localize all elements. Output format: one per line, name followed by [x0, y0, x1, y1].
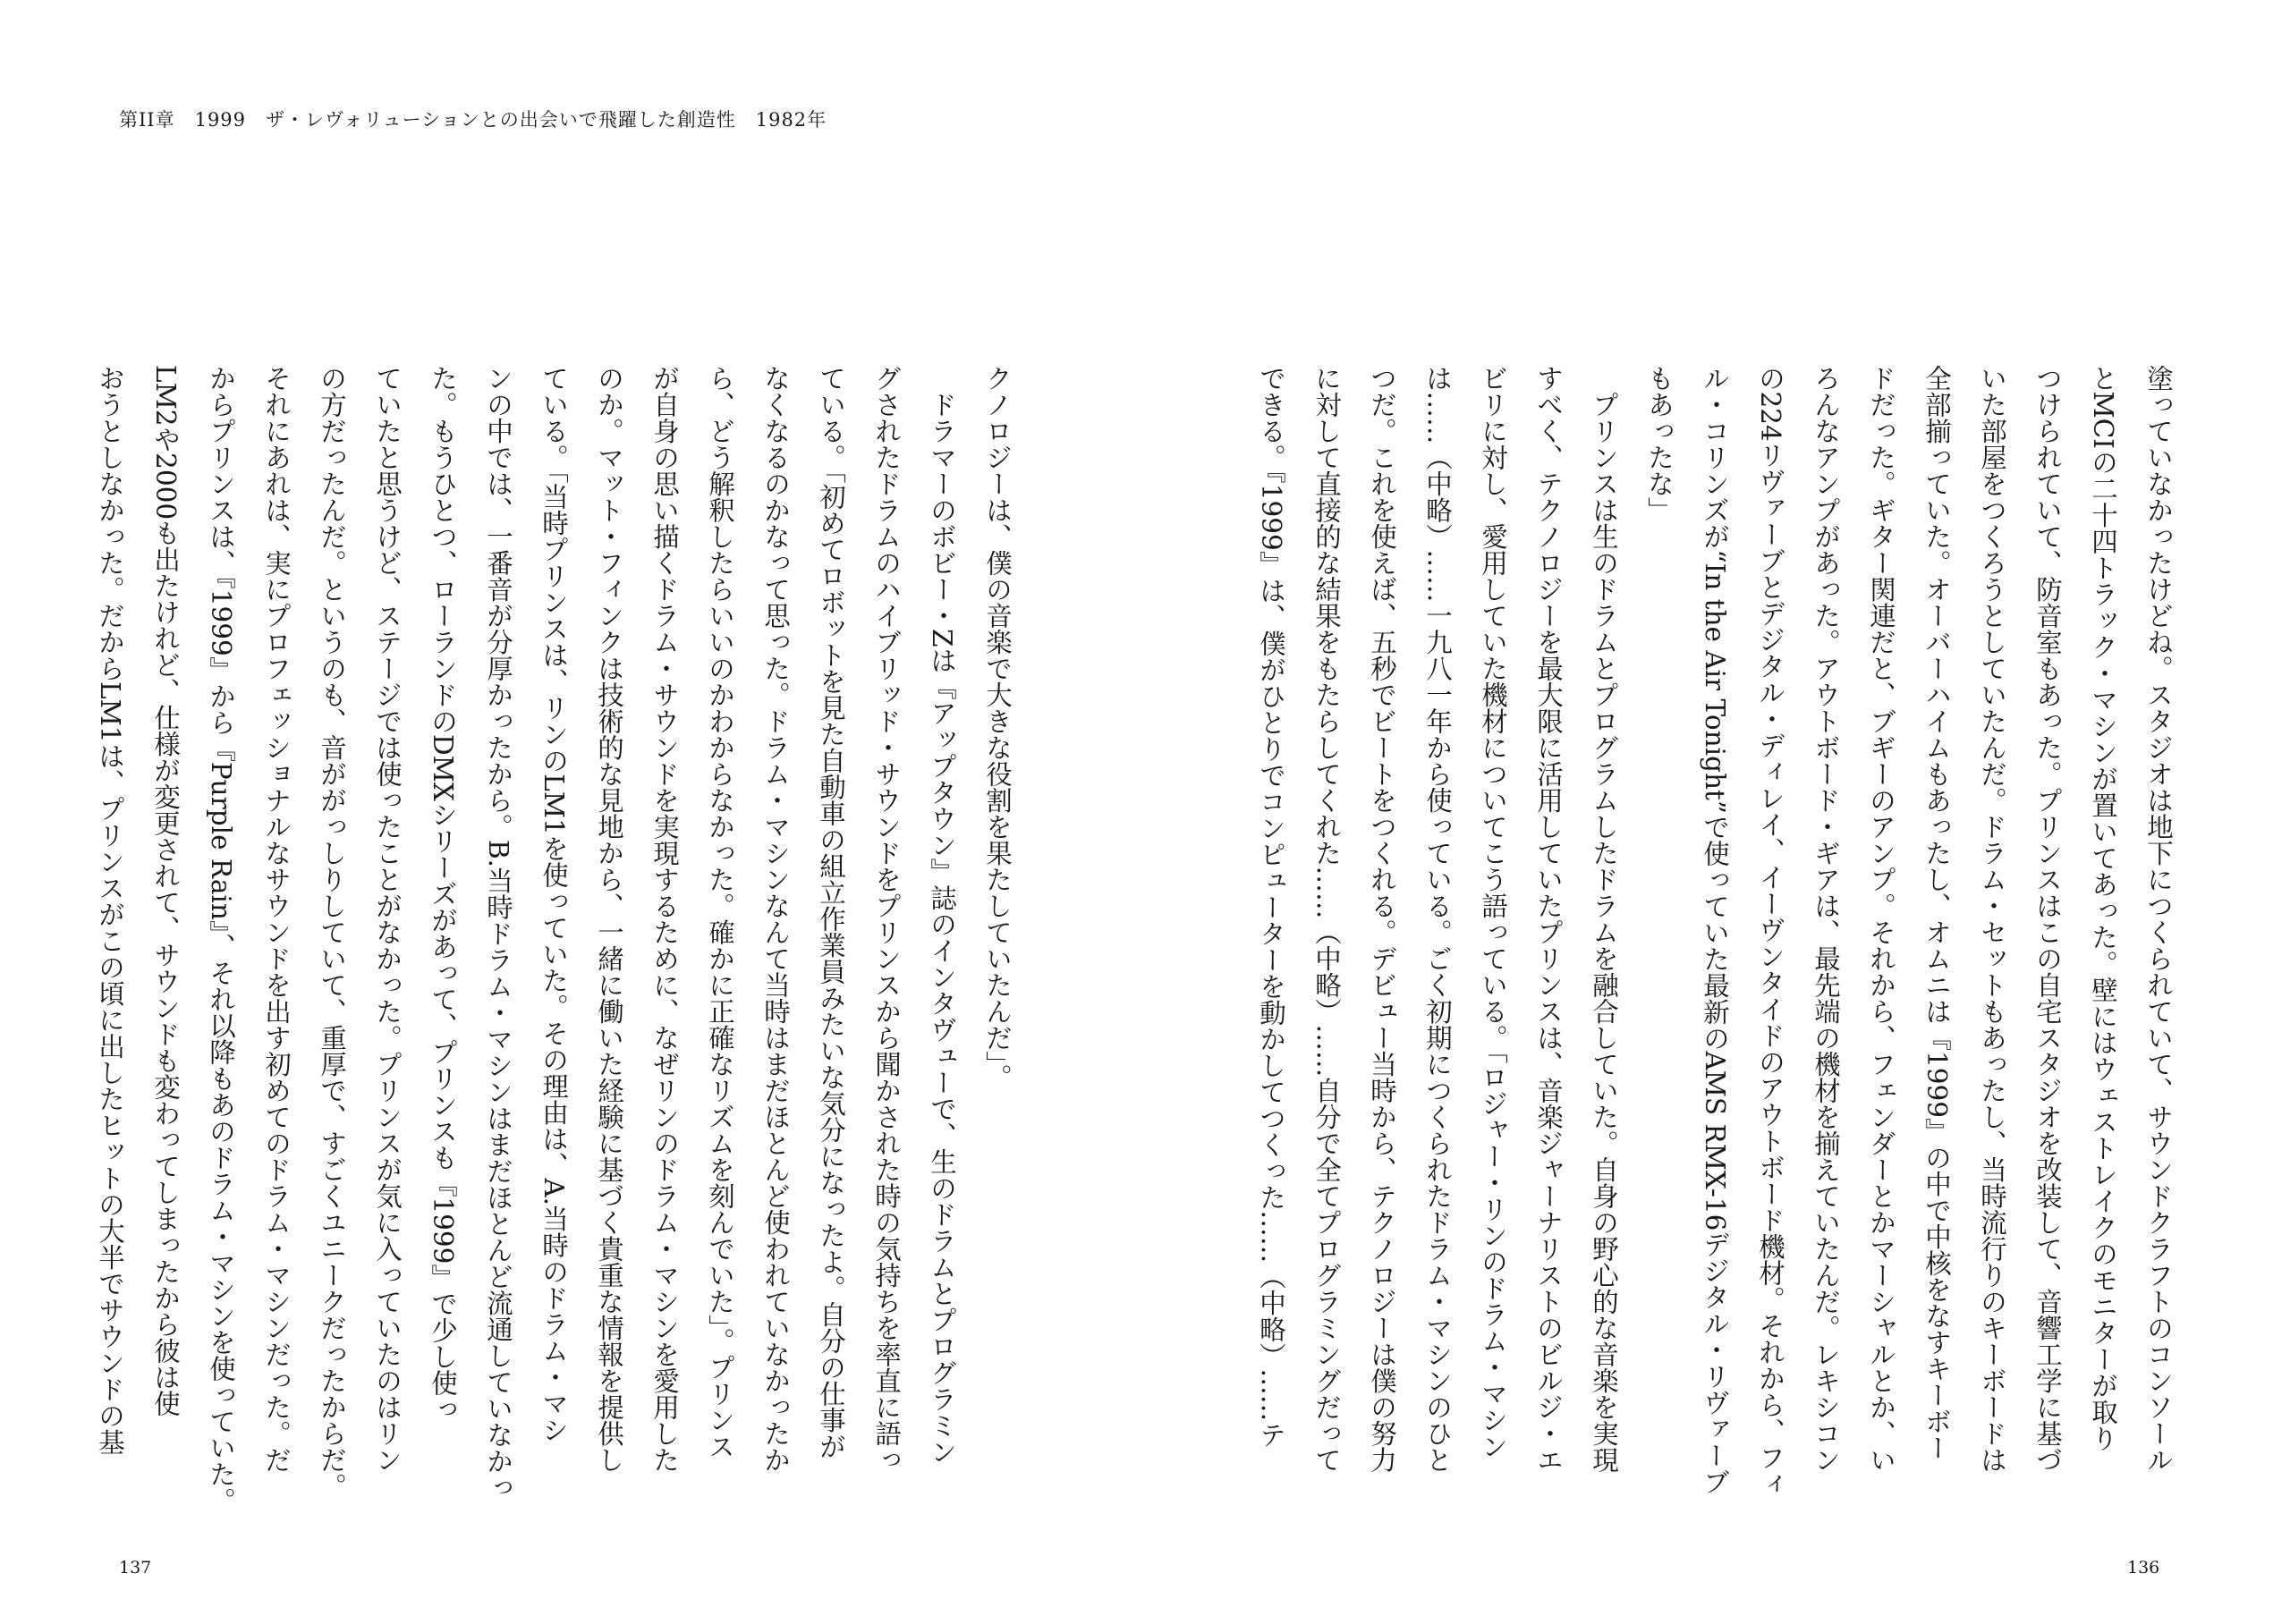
text-line: ら、どう解釈したらいいのかわからなかった。確かに正確なリズムを刻んでいた」。プリンス — [705, 365, 735, 1460]
text-line: の方だったんだ。というのも、音ががっしりしていて、重厚で、すごくユニークだったからだ。 — [317, 365, 347, 1500]
page-number-left: 137 — [119, 1558, 152, 1577]
text-line: ドだった。ギター関連だと、ブギーのアンプ。それから、フェンダーとかマーシャルとか、い — [1866, 365, 1896, 1473]
text-line: それにあれは、実にプロフェッショナルなサウンドを出す初めてのドラム・マシンだった。だ — [261, 365, 292, 1473]
text-line: ンの中では、一番音が分厚かったから。B.当時ドラム・マシンはまだほとんど流通していなかっ — [483, 365, 513, 1501]
text-line: 塗っていなかったけどね。スタジオは地下につくられていて、サウンドクラフトのコンソール — [2143, 365, 2174, 1473]
text-line: クノロジーは、僕の音楽で大きな役割を果たしていたんだ」。 — [982, 365, 1013, 1091]
text-line: ビリに対し、愛用していた機材についてこう語っている。「ロジャー・リンのドラム・マシン — [1478, 365, 1508, 1460]
text-line: の224リヴァーブとデジタル・ディレイ、イーヴンタイドのアウトボード機材。それから、フィ — [1755, 365, 1785, 1497]
left-page-text — [95, 365, 1025, 1527]
text-line: グされたドラムのハイブリッド・サウンドをプリンスから聞かされた時の気持ちを率直に語っ — [871, 365, 902, 1473]
text-line: ている。「当時プリンスは、リンのLM1を使っていた。その理由は、A.当時のドラム・マシ — [539, 365, 569, 1443]
text-line: に対して直接的な結果をもたらしてくれた……（中略）……自分で全てプログラミングだって — [1311, 365, 1342, 1473]
text-line: つけられていて、防音室もあった。プリンスはこの自宅スタジオを改装して、音響工学に基づ — [2032, 365, 2063, 1473]
text-line: とMCIの二十四トラック・マシンが置いてあった。壁にはウェストレイクのモニターが取り — [2088, 365, 2118, 1451]
text-line: 全部揃っていた。オーバーハイムもあったし、オムニは『1999』の中で中核をなすキーボー — [1921, 365, 1952, 1461]
text-line: もあったな」 — [1644, 365, 1675, 523]
text-line: ろんなアンプがあった。アウトボード・ギアは、最先端の機材を揃えていたんだ。レキシコン — [1811, 365, 1841, 1473]
text-line: おうとしなかった。だからLM1は、プリンスがこの頃に出したヒットの大半でサウンドの基 — [95, 365, 125, 1456]
text-line: が自身の思い描くドラム・サウンドを実現するために、なぜリンのドラム・マシンを愛用した — [649, 365, 680, 1473]
right-page-text — [1256, 365, 2186, 1527]
text-line: できる。『1999』は、僕がひとりでコンピューターを動かしてつくった……（中略）……テ — [1256, 365, 1286, 1448]
text-line: すべく、テクノロジーを最大限に活用していたプリンスは、音楽ジャーナリストのビルジ・エ — [1533, 365, 1564, 1473]
text-line: LM2や2000も出たけれど、仕様が変更されて、サウンドも変わってしまったから彼は使 — [150, 365, 181, 1417]
text-line: ル・コリンズが“In the Air Tonight”で使っていた最新のAMS RMX-16デジタル・リヴァーブ — [1700, 365, 1730, 1495]
text-line: ている。「初めてロボットを見た自動車の組立作業員みたいな気分になったよ。自分の仕事が — [816, 365, 846, 1460]
text-line: は……（中略）……一九八一年から使っている。ごく初期につくられたドラム・マシンのひと — [1422, 365, 1453, 1473]
text-line: のか。マット・フィンクは技術的な見地から、一緒に働いた経験に基づく貴重な情報を提供し — [594, 365, 624, 1473]
text-line: た。もうひとつ、ローランドのDMXシリーズがあって、プリンスも『1999』で少し使っ — [428, 365, 458, 1423]
text-line: いた部屋をつくろうとしていたんだ。ドラム・セットもあったし、当時流行りのキーボードは — [1977, 365, 2007, 1473]
page-number-right: 136 — [2127, 1558, 2160, 1577]
text-line: なくなるのかなって思った。ドラム・マシンなんて当時はまだほとんど使われていなかったか — [760, 365, 791, 1473]
text-line: つだ。これを使えば、五秒でビートをつくれる。デビュー当時から、テクノロジーは僕の努力 — [1367, 365, 1397, 1473]
text-line: プリンスは生のドラムとプログラムしたドラムを融合していた。自身の野心的な音楽を実現 — [1589, 365, 1619, 1473]
text-line: ていたと思うけど、ステージでは使ったことがなかった。プリンスが気に入っていたのはリン — [372, 365, 403, 1473]
running-head: 第II章 1999 ザ・レヴォリューションとの出会いで飛躍した創造性 1982年 — [119, 109, 827, 131]
text-line: ドラマーのボビー・Zは『アップタウン』誌のインタヴューで、生のドラムとプログラミン — [927, 365, 957, 1465]
text-line: からプリンスは、『1999』から『Purple Rain』、それ以降もあのドラム・マシンを使っていた。 — [206, 365, 236, 1514]
